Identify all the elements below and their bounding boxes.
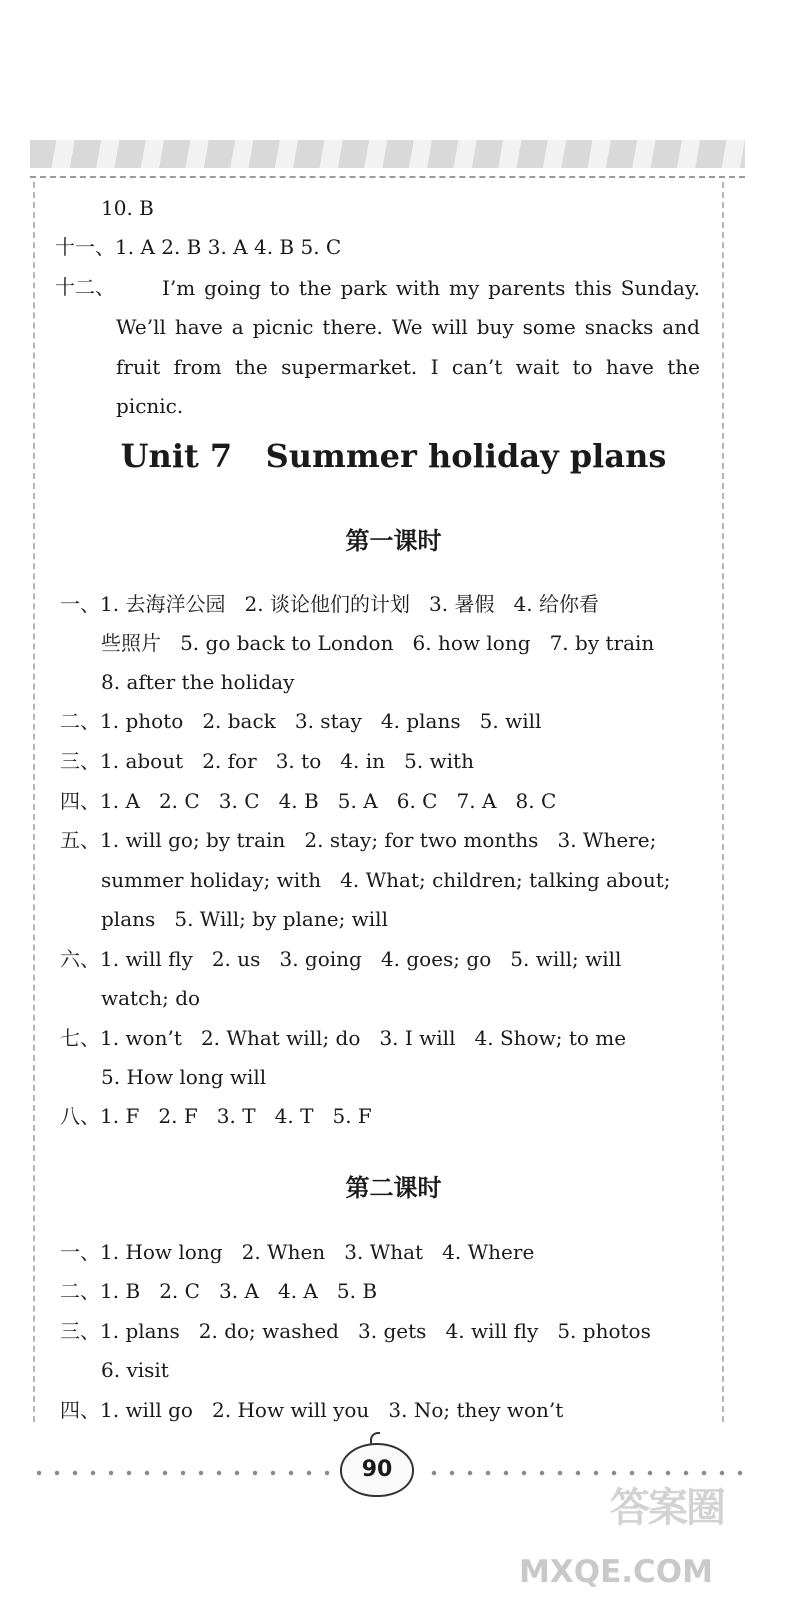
word: will <box>431 315 468 339</box>
word: park <box>340 276 387 300</box>
word: buy <box>476 315 514 339</box>
lesson-heading: 第二课时 <box>345 1173 442 1202</box>
answer-line: 6. visit <box>101 1358 169 1382</box>
word: from <box>173 355 222 379</box>
answer-line: 三、1. about 2. for 3. to 4. in 5. with <box>60 749 474 773</box>
watermark-url: MXQE.COM <box>519 1554 714 1590</box>
answer-line: 10. B <box>101 196 154 220</box>
word: with <box>395 276 441 300</box>
word: I <box>430 355 439 379</box>
unit-title: Unit 7 Summer holiday plans <box>120 437 667 475</box>
word: fruit <box>116 355 161 379</box>
footer-dots-left <box>30 1468 330 1478</box>
essay-line <box>116 355 700 379</box>
answer-line: 5. How long will <box>101 1065 267 1089</box>
answer-line: 四、1. will go 2. How will you 3. No; they won’t <box>60 1398 564 1422</box>
word: a <box>231 315 244 339</box>
word: the <box>667 355 700 379</box>
word: can’t <box>451 355 503 379</box>
essay-line: picnic. <box>116 394 184 418</box>
word: I’m <box>162 276 196 300</box>
essay-line <box>116 276 700 300</box>
word: have <box>174 315 223 339</box>
answer-line: 些照片 5. go back to London 6. how long 7. by train <box>101 631 655 655</box>
word: We <box>391 315 423 339</box>
word: some <box>522 315 576 339</box>
word: my <box>449 276 480 300</box>
answer-line: 四、1. A 2. C 3. C 4. B 5. A 6. C 7. A 8. C <box>60 789 557 813</box>
word: the <box>234 355 268 379</box>
answer-line: watch; do <box>101 986 201 1010</box>
word: wait <box>515 355 560 379</box>
word: picnic <box>252 315 314 339</box>
essay-line <box>116 315 700 339</box>
word: this <box>574 276 612 300</box>
answer-line: 七、1. won’t 2. What will; do 3. I will 4. Show; to me <box>60 1026 627 1050</box>
answer-line: plans 5. Will; by plane; will <box>101 907 388 931</box>
answer-line: 8. after the holiday <box>101 670 295 694</box>
answer-line: 五、1. will go; by train 2. stay; for two months 3. Where; <box>60 828 657 852</box>
answer-line: summer holiday; with 4. What; children; talking about; <box>101 868 671 892</box>
answer-line: 六、1. will fly 2. us 3. going 4. goes; go 5. will; will <box>60 947 622 971</box>
answer-line: 一、1. How long 2. When 3. What 4. Where <box>60 1240 535 1264</box>
word: have <box>605 355 654 379</box>
page-number: 90 <box>361 1457 393 1482</box>
word: to <box>269 276 290 300</box>
word: to <box>572 355 593 379</box>
answer-line: 八、1. F 2. F 3. T 4. T 5. F <box>60 1104 372 1128</box>
word: Sunday. <box>620 276 700 300</box>
word: and <box>662 315 700 339</box>
word: going <box>204 276 262 300</box>
lesson-heading: 第一课时 <box>345 526 442 555</box>
watermark <box>515 1470 785 1595</box>
page-number-apple <box>340 1443 414 1497</box>
answer-line: 一、1. 去海洋公园 2. 谈论他们的计划 3. 暑假 4. 给你看 <box>60 592 599 616</box>
header-decorative-band <box>30 140 745 168</box>
word: the <box>298 276 332 300</box>
answer-line: 二、1. photo 2. back 3. stay 4. plans 5. will <box>60 709 542 733</box>
word: supermarket. <box>281 355 418 379</box>
header-dashed-rule <box>30 176 745 178</box>
right-margin-rule <box>722 182 724 1422</box>
word: there. <box>322 315 383 339</box>
answer-line: 二、1. B 2. C 3. A 4. A 5. B <box>60 1279 378 1303</box>
word: We’ll <box>116 315 166 339</box>
left-margin-rule <box>33 182 35 1422</box>
answer-line: 十一、1. A 2. B 3. A 4. B 5. C <box>55 235 342 259</box>
answer-label: 十二、 <box>55 275 115 299</box>
answer-line: 三、1. plans 2. do; washed 3. gets 4. will fly 5. photos <box>60 1319 651 1343</box>
watermark-logo: 答案圈 <box>610 1485 724 1531</box>
word: snacks <box>584 315 654 339</box>
word: parents <box>488 276 566 300</box>
